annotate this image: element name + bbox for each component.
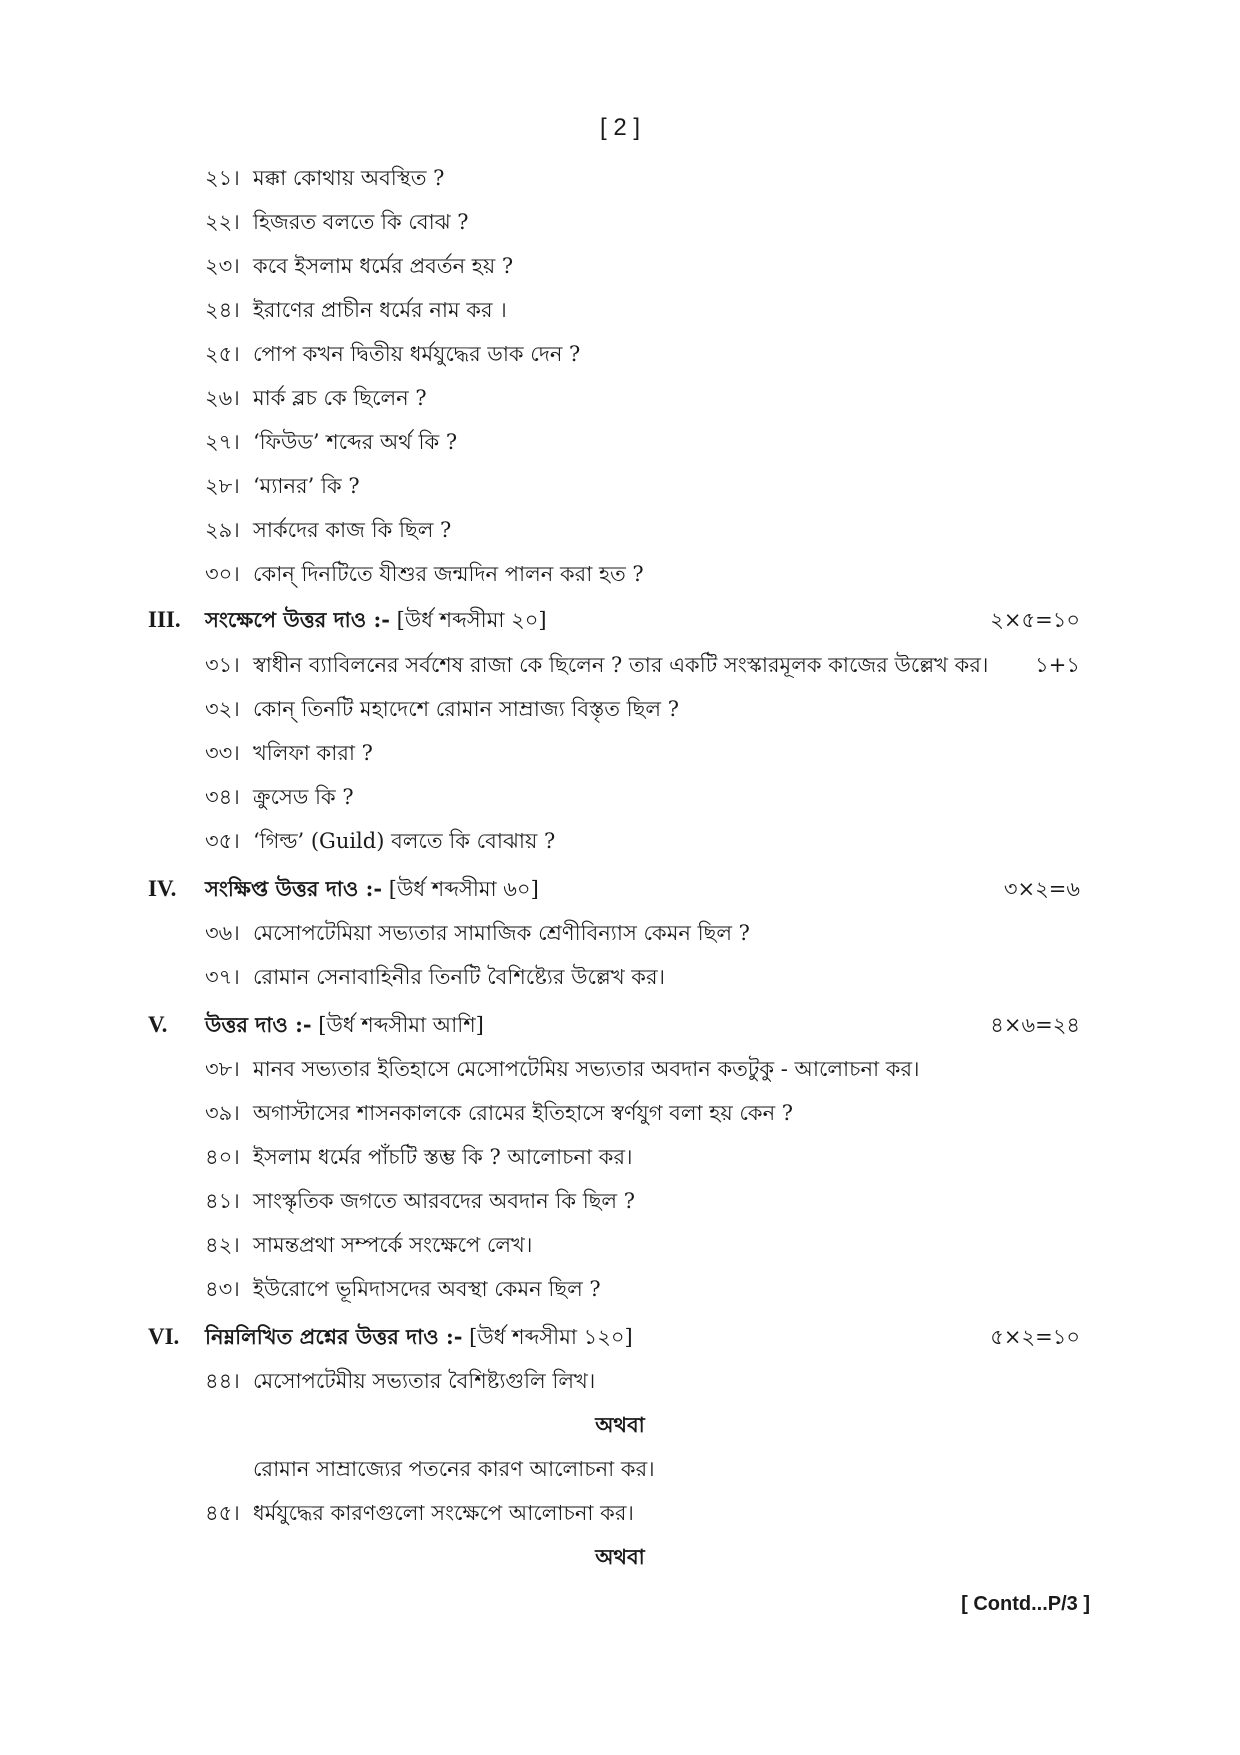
question-number: ৪৩। xyxy=(205,1277,240,1301)
question-text: ইউরোপে ভূমিদাসদের অবস্থা কেমন ছিল ? xyxy=(253,1277,601,1301)
question-30 xyxy=(0,557,1240,591)
alternative-question-text: রোমান সাম্রাজ্যের পতনের কারণ আলোচনা কর। xyxy=(253,1457,655,1481)
question-number: ২২। xyxy=(205,210,240,234)
question-text: হিজরত বলতে কি বোঝ ? xyxy=(253,210,469,234)
question-text: ইরাণের প্রাচীন ধর্মের নাম কর । xyxy=(253,298,507,322)
question-32 xyxy=(0,692,1240,726)
question-number: ২৭। xyxy=(205,430,240,454)
question-42 xyxy=(0,1228,1240,1262)
or-label: অথবা xyxy=(595,1544,645,1569)
question-28 xyxy=(0,469,1240,503)
question-41 xyxy=(0,1184,1240,1218)
section-iv-heading xyxy=(0,872,1240,906)
question-38 xyxy=(0,1052,1240,1086)
question-number: ৩২। xyxy=(205,697,240,721)
question-text: স্বাধীন ব্যাবিলনের সর্বশেষ রাজা কে ছিলেন ? তার একটি সংস্কারমূলক কাজের উল্লেখ কর। xyxy=(253,653,989,677)
section-marks: ৩×২=৬ xyxy=(1003,877,1080,901)
question-text: সার্কদের কাজ কি ছিল ? xyxy=(253,518,452,542)
question-40 xyxy=(0,1140,1240,1174)
question-text: ‘ফিউড’ শব্দের অর্থ কি ? xyxy=(253,430,458,454)
question-22 xyxy=(0,205,1240,239)
section-v-heading xyxy=(0,1008,1240,1042)
question-36 xyxy=(0,916,1240,950)
section-heading xyxy=(205,1320,633,1354)
continued-footer: [ Contd...P/3 ] xyxy=(961,1593,1090,1615)
question-text: মানব সভ্যতার ইতিহাসে মেসোপটেমিয় সভ্যতার অবদান কতটুকু - আলোচনা কর। xyxy=(253,1057,920,1081)
section-heading xyxy=(205,872,539,906)
question-number: ৩৯। xyxy=(205,1101,240,1125)
or-label: অথবা xyxy=(595,1412,645,1437)
question-35 xyxy=(0,824,1240,858)
section-word-limit: [উর্ধ শব্দসীমা ৬০] xyxy=(382,877,539,901)
question-29 xyxy=(0,513,1240,547)
question-text: খলিফা কারা ? xyxy=(253,741,373,765)
question-number: ৩৫। xyxy=(205,829,240,853)
question-number: ৪৪। xyxy=(205,1369,240,1393)
question-34 xyxy=(0,780,1240,814)
question-text: সাংস্কৃতিক জগতে আরবদের অবদান কি ছিল ? xyxy=(253,1189,636,1213)
question-number: ৩৩। xyxy=(205,741,240,765)
question-number: ২৬। xyxy=(205,386,240,410)
question-number: ২৯। xyxy=(205,518,240,542)
section-marks: ২×৫=১০ xyxy=(990,608,1080,632)
section-roman-numeral: V. xyxy=(148,1012,168,1037)
section-word-limit: [উর্ধ শব্দসীমা ২০] xyxy=(389,608,547,632)
question-number: ৩৬। xyxy=(205,921,240,945)
section-roman-numeral: IV. xyxy=(148,876,177,901)
question-text: ধর্মযুদ্ধের কারণগুলো সংক্ষেপে আলোচনা কর। xyxy=(253,1501,634,1525)
question-27 xyxy=(0,425,1240,459)
section-marks: ৫×২=১০ xyxy=(990,1325,1080,1349)
question-text: মেসোপটেমিয়া সভ্যতার সামাজিক শ্রেণীবিন্যাস কেমন ছিল ? xyxy=(253,921,750,945)
question-text: রোমান সেনাবাহিনীর তিনটি বৈশিষ্ট্যের উল্লেখ কর। xyxy=(253,965,666,989)
section-heading-bold: সংক্ষিপ্ত উত্তর দাও :- xyxy=(205,876,383,901)
question-number: ২৫। xyxy=(205,342,240,366)
or-divider-45 xyxy=(0,1540,1240,1574)
question-number: ৩৭। xyxy=(205,965,240,989)
question-number: ৪১। xyxy=(205,1189,240,1213)
question-number: ৪২। xyxy=(205,1233,240,1257)
section-heading xyxy=(205,603,547,637)
question-26 xyxy=(0,381,1240,415)
question-text: ক্রুসেড কি ? xyxy=(253,785,354,809)
question-number: ২৩। xyxy=(205,254,240,278)
section-heading-bold: সংক্ষেপে উত্তর দাও :- xyxy=(205,607,390,632)
section-heading-bold: উত্তর দাও :- xyxy=(205,1012,312,1037)
section-roman-numeral: III. xyxy=(148,607,181,632)
section-iii-heading xyxy=(0,603,1240,637)
section-vi-heading xyxy=(0,1320,1240,1354)
question-23 xyxy=(0,249,1240,283)
question-31 xyxy=(0,648,1240,682)
question-text: কোন্ দিনটিতে যীশুর জন্মদিন পালন করা হত ? xyxy=(253,562,644,586)
question-39 xyxy=(0,1096,1240,1130)
question-33 xyxy=(0,736,1240,770)
question-number: ২৮। xyxy=(205,474,240,498)
question-number: ৩৪। xyxy=(205,785,240,809)
section-word-limit: [উর্ধ শব্দসীমা আশি] xyxy=(311,1013,484,1037)
question-text: অগাস্টাসের শাসনকালকে রোমের ইতিহাসে স্বর্ণযুগ বলা হয় কেন ? xyxy=(253,1101,794,1125)
question-45 xyxy=(0,1496,1240,1530)
question-number: ২১। xyxy=(205,166,240,190)
question-43 xyxy=(0,1272,1240,1306)
question-24 xyxy=(0,293,1240,327)
question-marks: ১+১ xyxy=(1035,653,1080,677)
section-word-limit: [উর্ধ শব্দসীমা ১২০] xyxy=(462,1325,633,1349)
section-marks: ৪×৬=২৪ xyxy=(990,1013,1080,1037)
question-text: মেসোপটেমীয় সভ্যতার বৈশিষ্ট্যগুলি লিখ। xyxy=(253,1369,596,1393)
page-number: [ 2 ] xyxy=(599,114,641,141)
question-number: ৩০। xyxy=(205,562,240,586)
question-44 xyxy=(0,1364,1240,1398)
question-21 xyxy=(0,161,1240,195)
question-text: কবে ইসলাম ধর্মের প্রবর্তন হয় ? xyxy=(253,254,514,278)
section-roman-numeral: VI. xyxy=(148,1324,180,1349)
question-25 xyxy=(0,337,1240,371)
question-text: মার্ক ব্লচ কে ছিলেন ? xyxy=(253,386,427,410)
question-text: পোপ কখন দ্বিতীয় ধর্মযুদ্ধের ডাক দেন ? xyxy=(253,342,581,366)
question-number: ৪৫। xyxy=(205,1501,240,1525)
question-text: মক্কা কোথায় অবস্থিত ? xyxy=(253,166,445,190)
section-heading-bold: নিম্নলিখিত প্রশ্নের উত্তর দাও :- xyxy=(205,1324,463,1349)
or-divider-44 xyxy=(0,1408,1240,1442)
question-text: ইসলাম ধর্মের পাঁচটি স্তম্ভ কি ? আলোচনা কর। xyxy=(253,1145,633,1169)
question-37 xyxy=(0,960,1240,994)
question-44-alternative xyxy=(0,1452,1240,1486)
question-text: কোন্ তিনটি মহাদেশে রোমান সাম্রাজ্য বিস্তৃত ছিল ? xyxy=(253,697,679,721)
question-text: ‘গিল্ড’ (Guild) বলতে কি বোঝায় ? xyxy=(253,829,556,853)
question-number: ৪০। xyxy=(205,1145,240,1169)
question-number: ২৪। xyxy=(205,298,240,322)
question-number: ৩১। xyxy=(205,653,240,677)
section-heading xyxy=(205,1008,484,1042)
question-number: ৩৮। xyxy=(205,1057,240,1081)
question-text: ‘ম্যানর’ কি ? xyxy=(253,474,360,498)
question-text: সামন্তপ্রথা সম্পর্কে সংক্ষেপে লেখ। xyxy=(253,1233,533,1257)
